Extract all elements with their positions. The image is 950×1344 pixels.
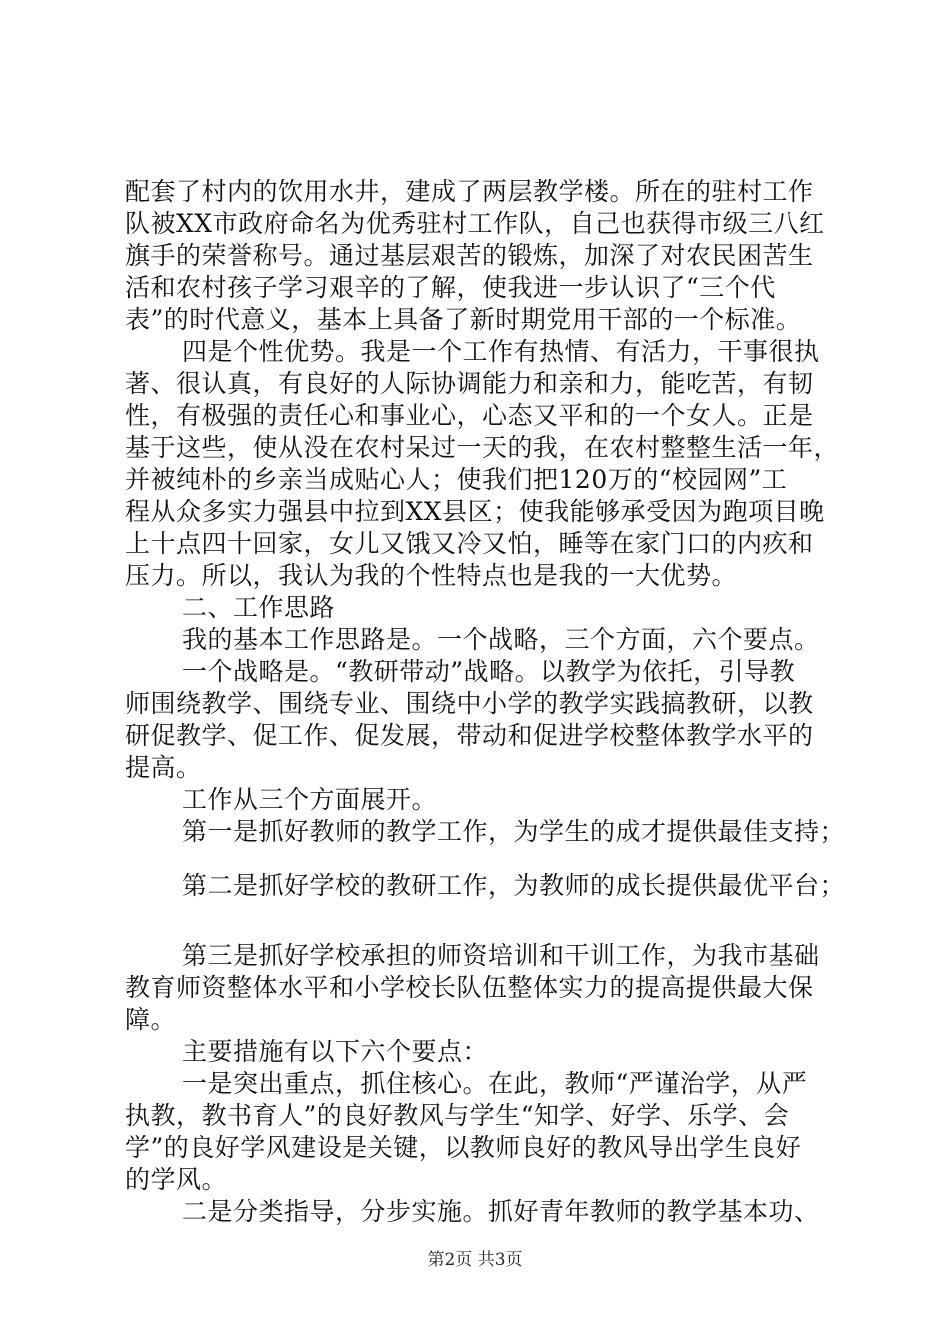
paragraph-line: 第三是抓好学校承担的师资培训和干训工作，为我市基础 (182, 941, 820, 970)
paragraph-line: 著、很认真，有良好的人际协调能力和亲和力，能吃苦，有韧 (125, 369, 814, 398)
paragraph-line: 配套了村内的饮用水井，建成了两层教学楼。所在的驻村工作 (125, 177, 814, 206)
paragraph-line: 队被XX市政府命名为优秀驻村工作队，自己也获得市级三八红 (125, 209, 825, 238)
paragraph-line: 的学风。 (125, 1165, 228, 1194)
paragraph-line: 二是分类指导，分步实施。抓好青年教师的教学基本功、 (182, 1197, 820, 1226)
page-footer (0, 1245, 950, 1270)
paragraph-line: 一个战略是。“教研带动”战略。以教学为依托，引导教 (182, 657, 796, 686)
paragraph-line: 性，有极强的责任心和事业心，心态又平和的一个女人。正是 (125, 401, 814, 430)
paragraph-line: 第一是抓好教师的教学工作，为学生的成才提供最佳支持； (182, 817, 846, 846)
paragraph-line: 第二是抓好学校的教研工作，为教师的成长提供最优平台； (182, 871, 846, 900)
paragraph-line: 学”的良好学风建设是关键，以教师良好的教风导出学生良好 (125, 1133, 802, 1162)
paragraph-line: 主要措施有以下六个要点： (182, 1037, 489, 1066)
document-body (125, 176, 846, 1228)
paragraph-line: 并被纯朴的乡亲当成贴心人；使我们把120万的“校园网”工 (125, 465, 788, 494)
page-number: 第2页 共3页 (427, 1250, 523, 1270)
paragraph-line: 活和农村孩子学习艰辛的了解，使我进一步认识了“三个代 (125, 273, 776, 302)
paragraph-line: 基于这些，使从没在农村呆过一天的我，在农村整整生活一年， (125, 433, 840, 462)
paragraph-line: 工作从三个方面展开。 (182, 785, 438, 814)
paragraph-line: 上十点四十回家，女儿又饿又冷又怕，睡等在家门口的内疚和 (125, 529, 814, 558)
paragraph-line: 表”的时代意义，基本上具备了新时期党用干部的一个标准。 (125, 305, 802, 334)
paragraph-line: 教育师资整体水平和小学校长队伍整体实力的提高提供最大保 (125, 973, 814, 1002)
paragraph-line: 压力。所以，我认为我的个性特点也是我的一大优势。 (125, 561, 738, 590)
paragraph-line: 四是个性优势。我是一个工作有热情、有活力，干事很执 (182, 337, 820, 366)
paragraph-line: 研促教学、促工作、促发展，带动和促进学校整体教学水平的 (125, 721, 814, 750)
paragraph-line: 障。 (125, 1005, 177, 1034)
paragraph-line: 程从众多实力强县中拉到XX县区；使我能够承受因为跑项目晚 (125, 497, 825, 526)
paragraph-line: 执教，教书育人”的良好教风与学生“知学、好学、乐学、会 (125, 1101, 790, 1130)
paragraph-line: 师围绕教学、围绕专业、围绕中小学的教学实践搞教研，以教 (125, 689, 814, 718)
paragraph-line: 我的基本工作思路是。一个战略，三个方面，六个要点。 (182, 625, 820, 654)
paragraph-line: 提高。 (125, 753, 202, 782)
paragraph-line: 一是突出重点，抓住核心。在此，教师“严谨治学，从严 (182, 1069, 808, 1098)
section-heading: 二、工作思路 (182, 593, 336, 622)
paragraph-line: 旗手的荣誉称号。通过基层艰苦的锻炼，加深了对农民困苦生 (125, 241, 814, 270)
